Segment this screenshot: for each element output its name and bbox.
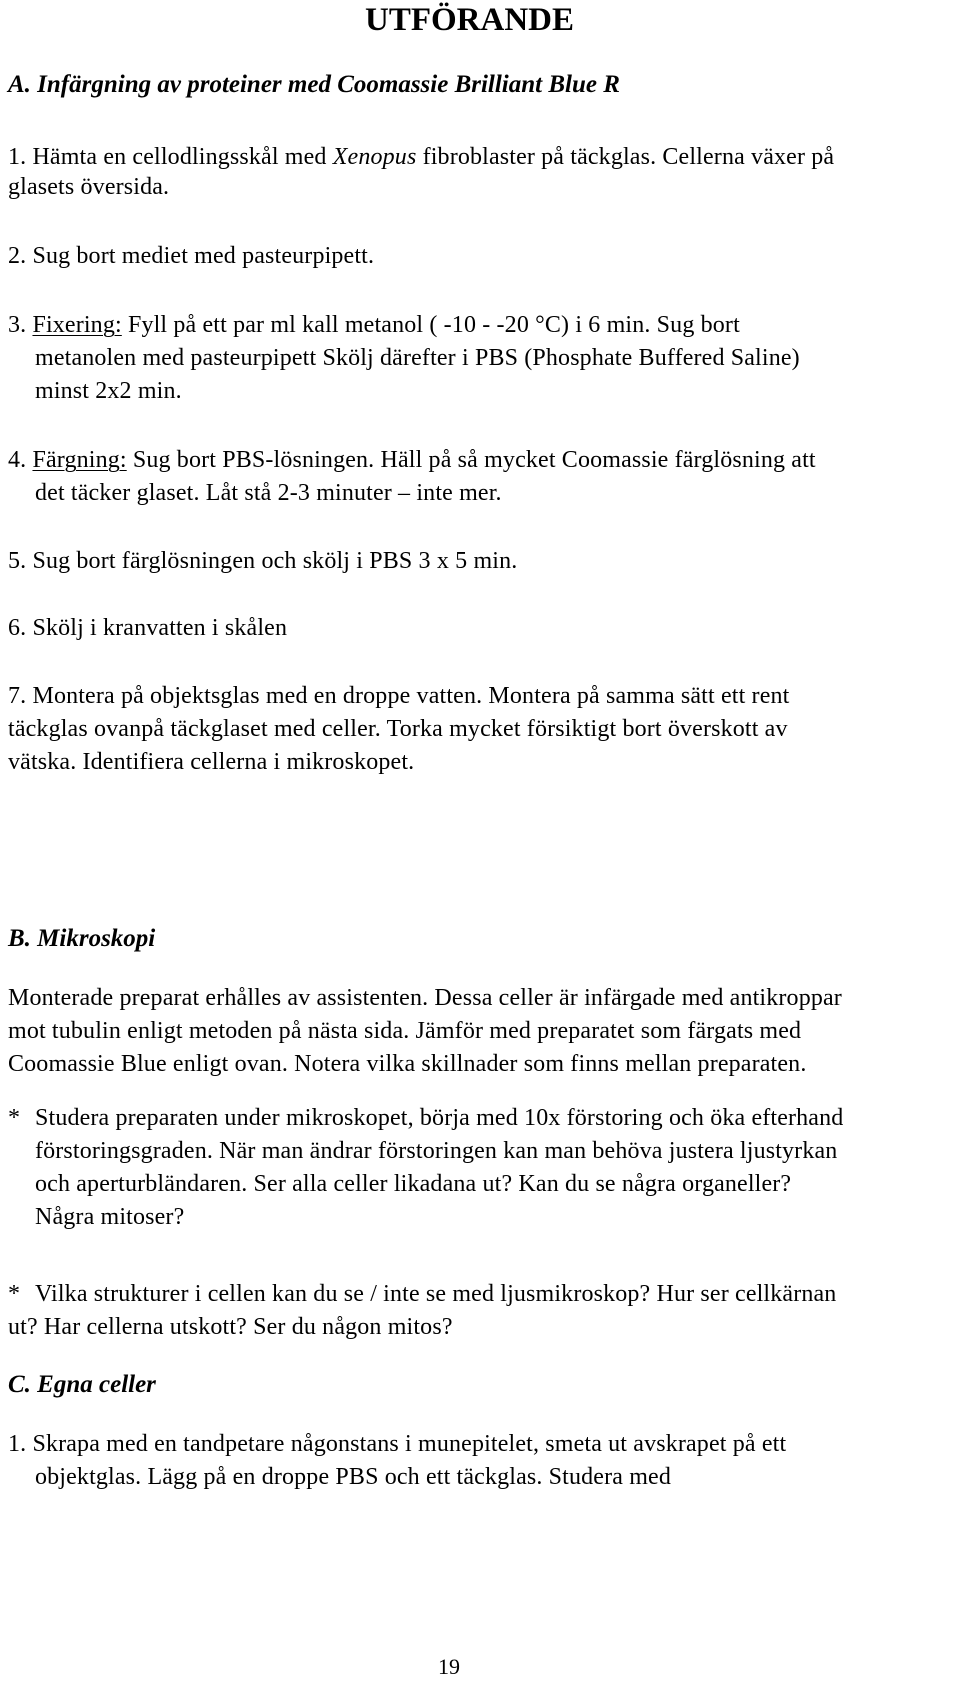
step-a6: 6. Skölj i kranvatten i skålen xyxy=(8,615,288,641)
step-c1-line2: objektglas. Lägg på en droppe PBS och ett täckglas. Studera med xyxy=(35,1464,671,1490)
step-a4-rest: Sug bort PBS-lösningen. Häll på så mycket Coomassie färglösning att xyxy=(126,447,816,473)
step-a1-line1 xyxy=(8,145,834,169)
step-a4-line1 xyxy=(8,448,816,472)
page-title: UTFÖRANDE xyxy=(365,2,575,38)
section-b-para-line2: mot tubulin enligt metoden på nästa sida. Jämför med preparatet som färgats med xyxy=(8,1018,802,1044)
step-a4-label: Färgning: xyxy=(32,447,127,473)
step-a7-line3: vätska. Identifiera cellerna i mikroskopet. xyxy=(8,749,415,775)
step-a3-line1 xyxy=(8,313,740,337)
step-a7-line2: täckglas ovanpå täckglaset med celler. Torka mycket försiktigt bort överskott av xyxy=(8,716,788,742)
step-a7-line1: 7. Montera på objektsglas med en droppe vatten. Montera på samma sätt ett rent xyxy=(8,683,790,709)
step-a4-number: 4. xyxy=(8,447,33,473)
section-a-heading: A. Infärgning av proteiner med Coomassie Brilliant Blue R xyxy=(8,71,620,98)
bullet2-line2: ut? Har cellerna utskott? Ser du någon mitos? xyxy=(8,1314,453,1340)
step-a3-line3: minst 2x2 min. xyxy=(35,378,182,404)
step-a3-number: 3. xyxy=(8,312,33,338)
bullet2-marker: * xyxy=(8,1281,21,1307)
page-number: 19 xyxy=(438,1654,460,1679)
bullet1-line3: och aperturbländaren. Ser alla celler likadana ut? Kan du se några organeller? xyxy=(35,1171,792,1197)
step-c1-line1: 1. Skrapa med en tandpetare någonstans i munepitelet, smeta ut avskrapet på ett xyxy=(8,1431,787,1457)
bullet1-line4: Några mitoser? xyxy=(35,1204,185,1230)
step-a2: 2. Sug bort mediet med pasteurpipett. xyxy=(8,243,375,269)
step-a1-line2: glasets översida. xyxy=(8,174,170,200)
bullet1-line2: förstoringsgraden. När man ändrar förstoringen kan man behöva justera ljustyrkan xyxy=(35,1138,838,1164)
step-a4-line2: det täcker glaset. Låt stå 2-3 minuter – inte mer. xyxy=(35,480,502,506)
step-a3-rest: Fyll på ett par ml kall metanol ( -10 - -20 °C) i 6 min. Sug bort xyxy=(121,312,740,338)
bullet1-line1: Studera preparaten under mikroskopet, börja med 10x förstoring och öka efterhand xyxy=(35,1105,844,1131)
step-a1-italic: Xenopus xyxy=(332,144,417,170)
bullet2-line1: Vilka strukturer i cellen kan du se / inte se med ljusmikroskop? Hur ser cellkärnan xyxy=(35,1281,837,1307)
step-a1-rest: fibroblaster på täckglas. Cellerna växer på xyxy=(416,144,835,170)
step-a1-prefix: 1. Hämta en cellodlingsskål med xyxy=(8,144,333,170)
section-b-heading: B. Mikroskopi xyxy=(8,925,156,952)
step-a5: 5. Sug bort färglösningen och skölj i PBS 3 x 5 min. xyxy=(8,548,518,574)
step-a3-label: Fixering: xyxy=(32,312,122,338)
step-a3-line2: metanolen med pasteurpipett Skölj därefter i PBS (Phosphate Buffered Saline) xyxy=(35,345,800,371)
section-b-para-line3: Coomassie Blue enligt ovan. Notera vilka skillnader som finns mellan preparaten. xyxy=(8,1051,807,1077)
bullet1-marker: * xyxy=(8,1105,21,1131)
section-c-heading: C. Egna celler xyxy=(8,1371,156,1398)
section-b-para-line1: Monterade preparat erhålles av assistenten. Dessa celler är infärgade med antikroppar xyxy=(8,985,842,1011)
